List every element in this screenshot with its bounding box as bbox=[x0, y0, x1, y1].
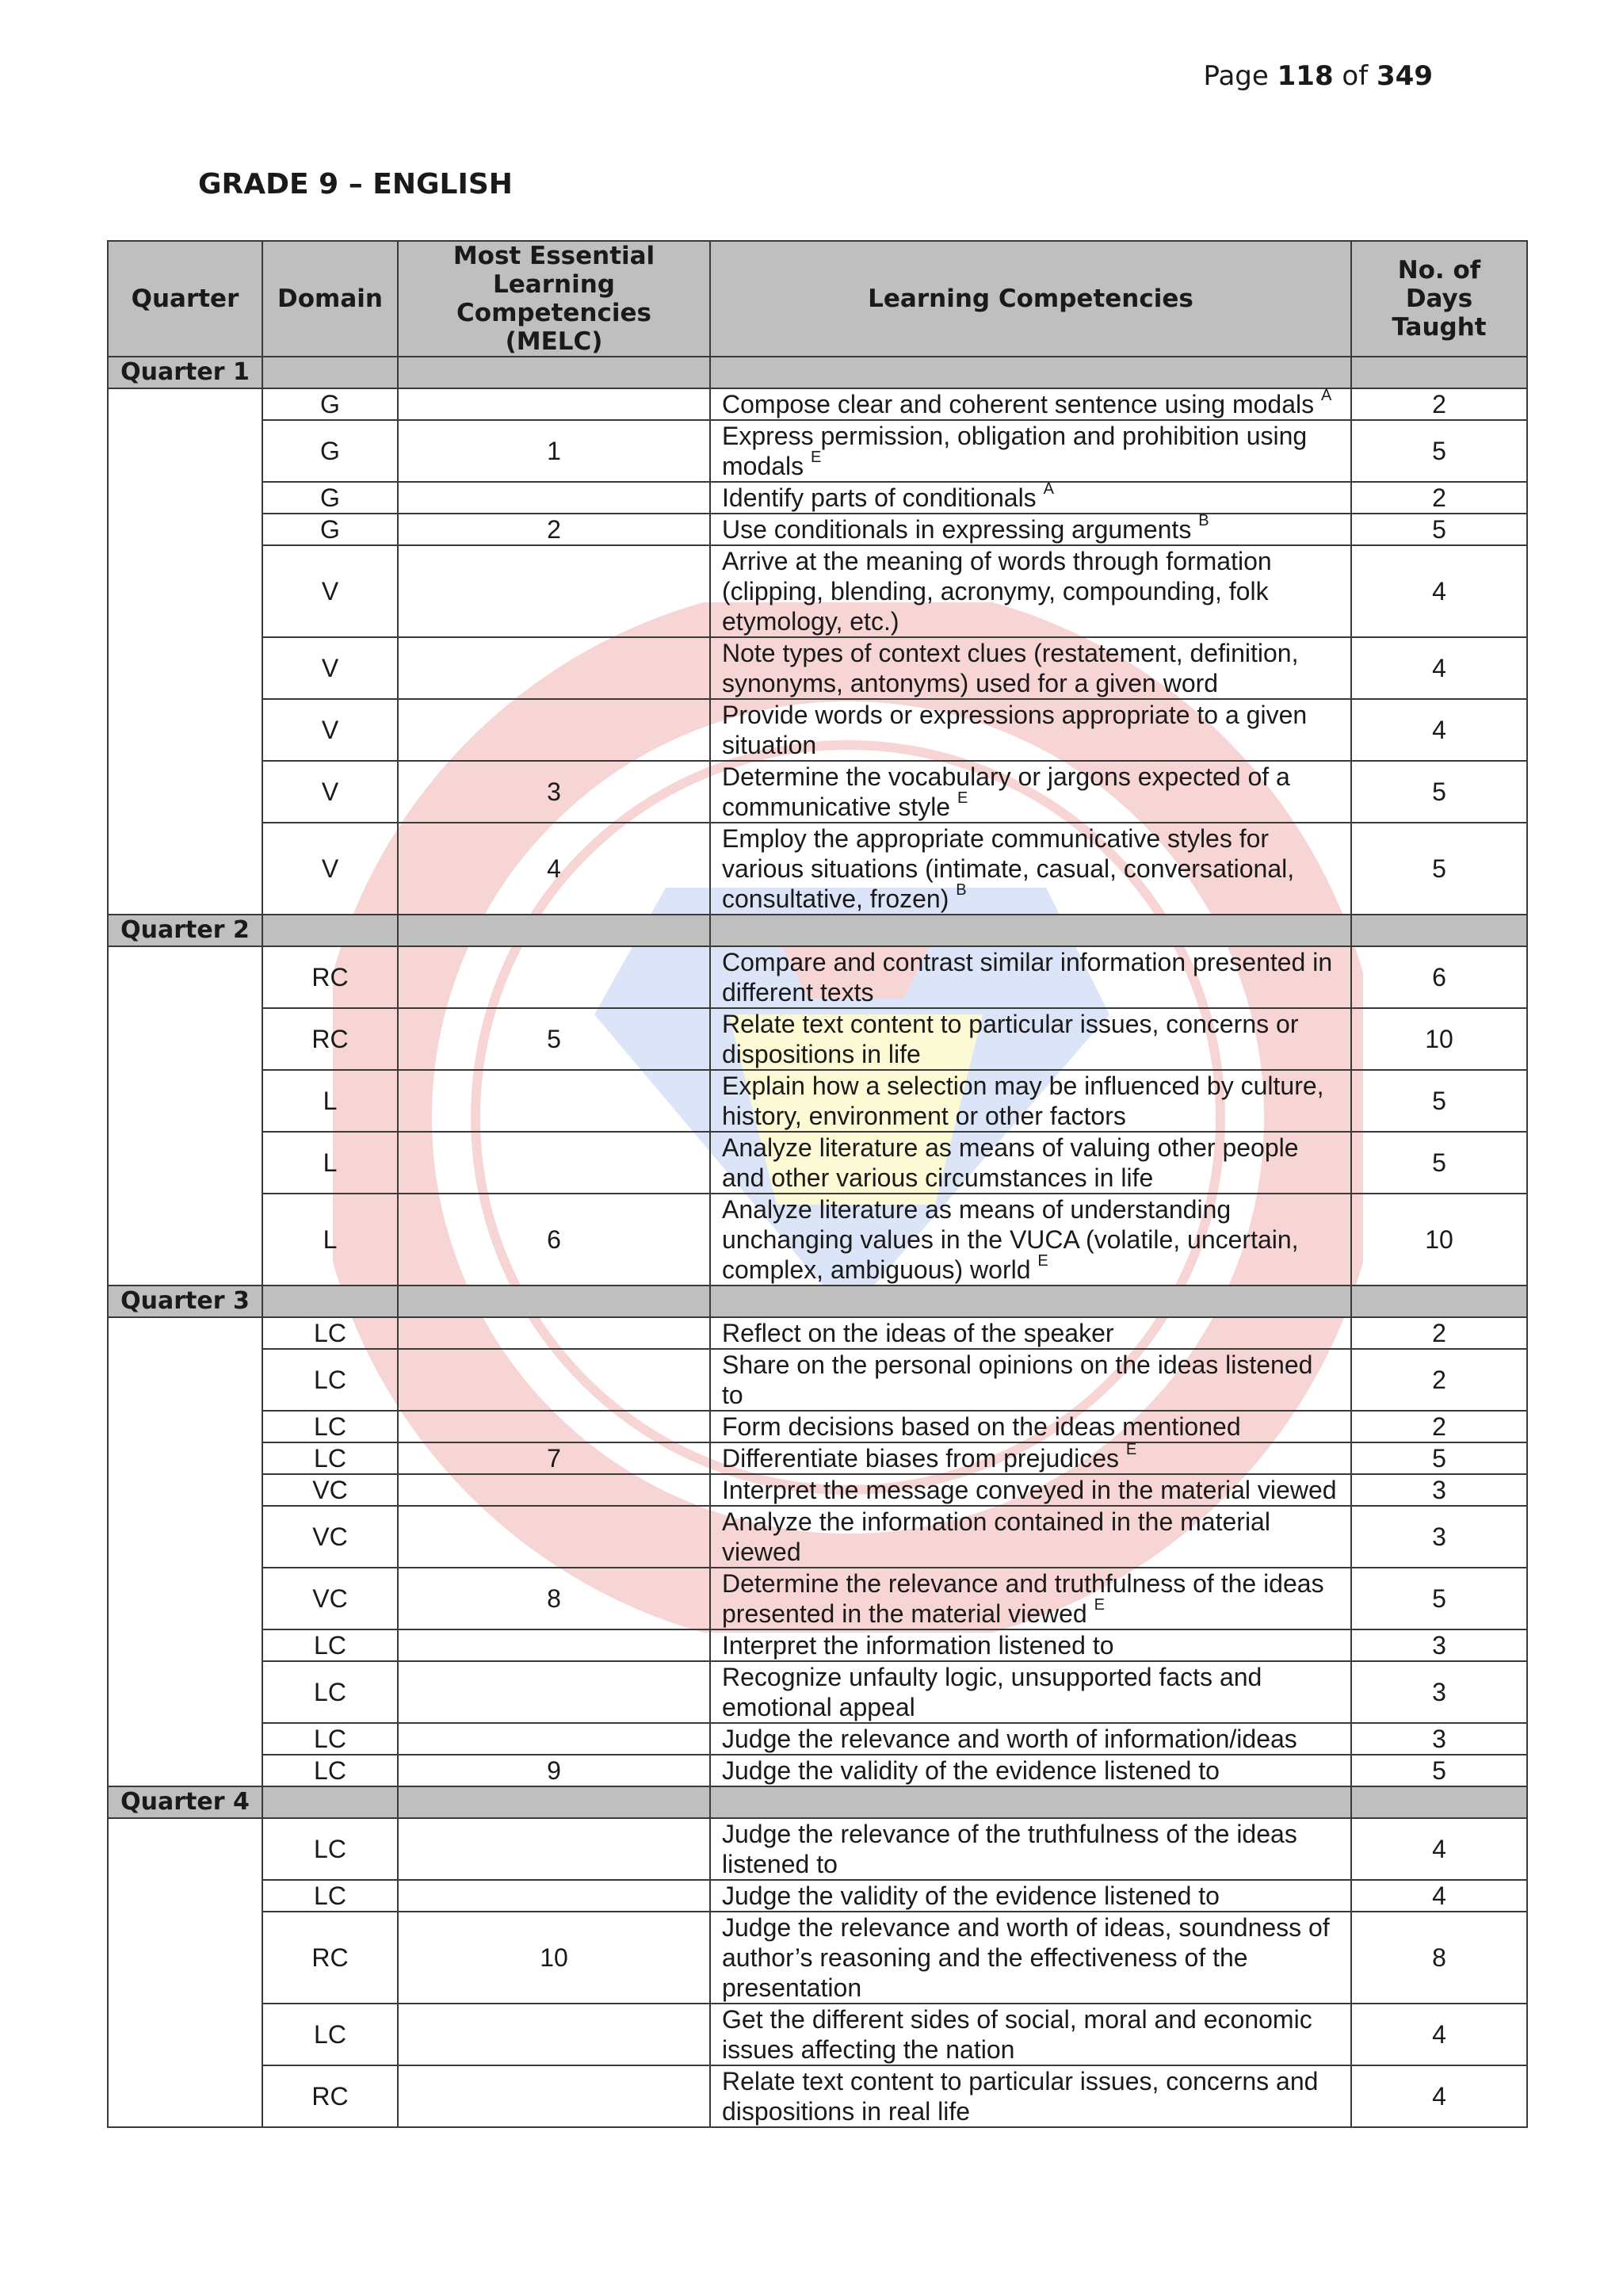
days-cell: 3 bbox=[1351, 1723, 1527, 1755]
melc-number-cell bbox=[398, 388, 710, 420]
competency-text: Relate text content to particular issues, concerns or dispositions in life bbox=[722, 1010, 1299, 1068]
quarter-label: Quarter 4 bbox=[108, 1786, 262, 1818]
competency-tag: B bbox=[1198, 512, 1209, 530]
competency-text: Express permission, obligation and prohibition using modals bbox=[722, 422, 1308, 480]
days-cell: 4 bbox=[1351, 545, 1527, 637]
competency-text: Judge the relevance and worth of ideas, soundness of author’s reasoning and the effectiveness of the presentation bbox=[722, 1913, 1330, 2002]
table-row bbox=[108, 637, 1527, 699]
days-cell: 10 bbox=[1351, 1008, 1527, 1070]
competency-cell bbox=[710, 1474, 1351, 1506]
table-row bbox=[108, 1411, 1527, 1442]
domain-cell: VC bbox=[262, 1568, 398, 1629]
quarter-header-cell bbox=[710, 1286, 1351, 1317]
competency-cell bbox=[710, 545, 1351, 637]
competency-text: Judge the relevance of the truthfulness of the ideas listened to bbox=[722, 1820, 1297, 1878]
table-header-row bbox=[108, 241, 1527, 357]
table-row bbox=[108, 1070, 1527, 1132]
table-row bbox=[108, 1568, 1527, 1629]
domain-cell: V bbox=[262, 545, 398, 637]
page-number-prefix: Page bbox=[1203, 60, 1269, 92]
domain-cell: LC bbox=[262, 1661, 398, 1723]
header-domain: Domain bbox=[262, 241, 398, 357]
quarter-header-cell bbox=[262, 1286, 398, 1317]
table-row bbox=[108, 388, 1527, 420]
melc-number-cell bbox=[398, 482, 710, 514]
melc-number-cell: 1 bbox=[398, 420, 710, 482]
days-cell: 4 bbox=[1351, 699, 1527, 761]
days-cell: 2 bbox=[1351, 1349, 1527, 1411]
quarter-label: Quarter 3 bbox=[108, 1286, 262, 1317]
competency-tag: E bbox=[1094, 1596, 1105, 1614]
competency-tag: A bbox=[1043, 480, 1054, 499]
domain-cell: RC bbox=[262, 946, 398, 1008]
header-learning-competencies: Learning Competencies bbox=[710, 241, 1351, 357]
domain-cell: RC bbox=[262, 2065, 398, 2127]
domain-cell: L bbox=[262, 1070, 398, 1132]
days-cell: 2 bbox=[1351, 1411, 1527, 1442]
competency-text: Analyze literature as means of valuing other people and other various circumstances in life bbox=[722, 1133, 1299, 1192]
days-cell: 5 bbox=[1351, 420, 1527, 482]
page-number-current: 118 bbox=[1277, 60, 1334, 92]
table-row bbox=[108, 1880, 1527, 1912]
competency-text: Compose clear and coherent sentence using modals bbox=[722, 390, 1315, 418]
table-row bbox=[108, 1661, 1527, 1723]
competency-text: Arrive at the meaning of words through formation (clipping, blending, acronymy, compounding, folk etymology, etc.) bbox=[722, 547, 1272, 636]
table-row bbox=[108, 1349, 1527, 1411]
days-cell: 10 bbox=[1351, 1194, 1527, 1286]
domain-cell: LC bbox=[262, 1442, 398, 1474]
competency-cell bbox=[710, 761, 1351, 823]
melc-number-cell bbox=[398, 1661, 710, 1723]
competency-text: Judge the validity of the evidence listened to bbox=[722, 1756, 1220, 1785]
competency-cell bbox=[710, 1661, 1351, 1723]
competency-text: Judge the relevance and worth of information/ideas bbox=[722, 1725, 1297, 1753]
domain-cell: G bbox=[262, 482, 398, 514]
competency-cell bbox=[710, 1070, 1351, 1132]
page-number bbox=[1204, 60, 1434, 92]
quarter-header-cell bbox=[398, 1786, 710, 1818]
melc-number-cell bbox=[398, 1474, 710, 1506]
domain-cell: VC bbox=[262, 1506, 398, 1568]
table-row bbox=[108, 1317, 1527, 1349]
days-cell: 3 bbox=[1351, 1629, 1527, 1661]
domain-cell: LC bbox=[262, 1411, 398, 1442]
domain-cell: LC bbox=[262, 1755, 398, 1786]
table-row bbox=[108, 1506, 1527, 1568]
table-row bbox=[108, 699, 1527, 761]
days-cell: 8 bbox=[1351, 1912, 1527, 2004]
competency-cell bbox=[710, 514, 1351, 545]
quarter-header-cell bbox=[398, 915, 710, 946]
quarter-header-cell bbox=[710, 357, 1351, 388]
days-cell: 5 bbox=[1351, 1755, 1527, 1786]
competency-cell bbox=[710, 1755, 1351, 1786]
days-cell: 3 bbox=[1351, 1506, 1527, 1568]
table-row bbox=[108, 946, 1527, 1008]
competency-text: Analyze literature as means of understanding unchanging values in the VUCA (volatile, uncertain, complex, ambiguous) world bbox=[722, 1195, 1299, 1284]
table-row bbox=[108, 1474, 1527, 1506]
quarter-header-cell bbox=[1351, 1286, 1527, 1317]
domain-cell: G bbox=[262, 388, 398, 420]
competency-text: Differentiate biases from prejudices bbox=[722, 1444, 1119, 1473]
melc-number-cell bbox=[398, 699, 710, 761]
days-cell: 2 bbox=[1351, 482, 1527, 514]
domain-cell: G bbox=[262, 420, 398, 482]
competency-text: Employ the appropriate communicative styles for various situations (intimate, casual, conversational, consultative, frozen) bbox=[722, 824, 1295, 913]
competency-text: Use conditionals in expressing arguments bbox=[722, 515, 1192, 544]
domain-cell: LC bbox=[262, 1349, 398, 1411]
melc-number-cell: 10 bbox=[398, 1912, 710, 2004]
quarter-header-cell bbox=[710, 1786, 1351, 1818]
table-row bbox=[108, 1912, 1527, 2004]
domain-cell: VC bbox=[262, 1474, 398, 1506]
document-title: GRADE 9 – ENGLISH bbox=[198, 168, 513, 201]
competency-tag: E bbox=[1037, 1252, 1048, 1270]
table-row bbox=[108, 1008, 1527, 1070]
quarter-header-cell bbox=[262, 1786, 398, 1818]
domain-cell: LC bbox=[262, 1818, 398, 1880]
melc-number-cell bbox=[398, 1818, 710, 1880]
melc-number-cell: 3 bbox=[398, 761, 710, 823]
quarter-header-row bbox=[108, 357, 1527, 388]
domain-cell: LC bbox=[262, 2004, 398, 2065]
melc-number-cell: 5 bbox=[398, 1008, 710, 1070]
melc-number-cell: 7 bbox=[398, 1442, 710, 1474]
quarter-header-cell bbox=[262, 357, 398, 388]
competency-text: Explain how a selection may be influenced by culture, history, environment or other factors bbox=[722, 1072, 1324, 1130]
quarter-header-row bbox=[108, 1286, 1527, 1317]
table-body bbox=[108, 357, 1527, 2127]
competency-text: Interpret the information listened to bbox=[722, 1631, 1114, 1660]
competency-cell bbox=[710, 1506, 1351, 1568]
days-cell: 5 bbox=[1351, 1442, 1527, 1474]
competency-cell bbox=[710, 482, 1351, 514]
domain-cell: LC bbox=[262, 1317, 398, 1349]
header-quarter: Quarter bbox=[108, 241, 262, 357]
competency-text: Note types of context clues (restatement, definition, synonyms, antonyms) used for a given word bbox=[722, 639, 1299, 697]
competency-cell bbox=[710, 1194, 1351, 1286]
competency-cell bbox=[710, 1317, 1351, 1349]
melc-number-cell: 8 bbox=[398, 1568, 710, 1629]
days-cell: 5 bbox=[1351, 1132, 1527, 1194]
quarter-label: Quarter 2 bbox=[108, 915, 262, 946]
days-cell: 4 bbox=[1351, 2065, 1527, 2127]
competency-text: Determine the relevance and truthfulness of the ideas presented in the material viewed bbox=[722, 1569, 1324, 1628]
page-number-total: 349 bbox=[1377, 60, 1433, 92]
competency-cell bbox=[710, 1568, 1351, 1629]
competency-text: Analyze the information contained in the material viewed bbox=[722, 1507, 1270, 1566]
table-row bbox=[108, 1629, 1527, 1661]
competency-text: Provide words or expressions appropriate to a given situation bbox=[722, 701, 1308, 759]
days-cell: 2 bbox=[1351, 388, 1527, 420]
domain-cell: V bbox=[262, 637, 398, 699]
quarter-header-cell bbox=[398, 1286, 710, 1317]
quarter-cell bbox=[108, 388, 262, 915]
days-cell: 3 bbox=[1351, 1661, 1527, 1723]
competency-cell bbox=[710, 1723, 1351, 1755]
table-row bbox=[108, 514, 1527, 545]
melc-number-cell bbox=[398, 637, 710, 699]
competency-text: Judge the validity of the evidence listened to bbox=[722, 1881, 1220, 1910]
table-row bbox=[108, 823, 1527, 915]
competency-text: Recognize unfaulty logic, unsupported facts and emotional appeal bbox=[722, 1663, 1262, 1721]
melc-number-cell bbox=[398, 1880, 710, 1912]
days-cell: 3 bbox=[1351, 1474, 1527, 1506]
competency-cell bbox=[710, 1349, 1351, 1411]
competency-text: Reflect on the ideas of the speaker bbox=[722, 1319, 1114, 1347]
melc-number-cell bbox=[398, 1506, 710, 1568]
melc-number-cell: 9 bbox=[398, 1755, 710, 1786]
competency-tag: E bbox=[1125, 1441, 1137, 1459]
competency-text: Compare and contrast similar information presented in different texts bbox=[722, 948, 1333, 1007]
days-cell: 4 bbox=[1351, 1818, 1527, 1880]
competency-cell bbox=[710, 1411, 1351, 1442]
competency-cell bbox=[710, 1442, 1351, 1474]
quarter-header-cell bbox=[398, 357, 710, 388]
days-cell: 5 bbox=[1351, 514, 1527, 545]
melc-number-cell bbox=[398, 1070, 710, 1132]
melc-number-cell: 4 bbox=[398, 823, 710, 915]
melc-number-cell bbox=[398, 2065, 710, 2127]
competency-cell bbox=[710, 420, 1351, 482]
competency-cell bbox=[710, 637, 1351, 699]
competency-text: Get the different sides of social, moral and economic issues affecting the nation bbox=[722, 2005, 1312, 2064]
days-cell: 4 bbox=[1351, 2004, 1527, 2065]
quarter-cell bbox=[108, 1818, 262, 2127]
table-row bbox=[108, 1755, 1527, 1786]
competency-cell bbox=[710, 1132, 1351, 1194]
table-row bbox=[108, 1194, 1527, 1286]
quarter-cell bbox=[108, 1317, 262, 1786]
competency-cell bbox=[710, 388, 1351, 420]
melc-number-cell bbox=[398, 545, 710, 637]
domain-cell: LC bbox=[262, 1723, 398, 1755]
melc-number-cell bbox=[398, 1349, 710, 1411]
competency-cell bbox=[710, 1880, 1351, 1912]
days-cell: 6 bbox=[1351, 946, 1527, 1008]
days-cell: 4 bbox=[1351, 637, 1527, 699]
quarter-header-row bbox=[108, 1786, 1527, 1818]
domain-cell: V bbox=[262, 761, 398, 823]
domain-cell: L bbox=[262, 1132, 398, 1194]
days-cell: 2 bbox=[1351, 1317, 1527, 1349]
competency-cell bbox=[710, 823, 1351, 915]
days-cell: 5 bbox=[1351, 1568, 1527, 1629]
competency-cell bbox=[710, 1629, 1351, 1661]
competency-tag: E bbox=[957, 789, 968, 808]
domain-cell: V bbox=[262, 823, 398, 915]
melc-number-cell bbox=[398, 1723, 710, 1755]
competency-cell bbox=[710, 699, 1351, 761]
table-row bbox=[108, 2004, 1527, 2065]
quarter-cell bbox=[108, 946, 262, 1286]
days-cell: 5 bbox=[1351, 823, 1527, 915]
domain-cell: LC bbox=[262, 1880, 398, 1912]
table-row bbox=[108, 1818, 1527, 1880]
domain-cell: L bbox=[262, 1194, 398, 1286]
table-row bbox=[108, 1132, 1527, 1194]
header-melc: Most Essential Learning Competencies (MELC) bbox=[398, 241, 710, 357]
competency-cell bbox=[710, 1818, 1351, 1880]
quarter-header-cell bbox=[710, 915, 1351, 946]
table-row bbox=[108, 1723, 1527, 1755]
days-cell: 5 bbox=[1351, 1070, 1527, 1132]
page-number-of: of bbox=[1342, 60, 1369, 92]
competency-cell bbox=[710, 946, 1351, 1008]
domain-cell: RC bbox=[262, 1912, 398, 2004]
competency-cell bbox=[710, 2004, 1351, 2065]
melc-table bbox=[107, 240, 1528, 2128]
melc-number-cell bbox=[398, 1132, 710, 1194]
melc-number-cell: 6 bbox=[398, 1194, 710, 1286]
melc-number-cell bbox=[398, 1317, 710, 1349]
domain-cell: RC bbox=[262, 1008, 398, 1070]
table-row bbox=[108, 482, 1527, 514]
table-row bbox=[108, 761, 1527, 823]
table-row bbox=[108, 545, 1527, 637]
melc-number-cell bbox=[398, 946, 710, 1008]
quarter-header-cell bbox=[1351, 357, 1527, 388]
quarter-label: Quarter 1 bbox=[108, 357, 262, 388]
competency-tag: B bbox=[956, 881, 967, 900]
competency-tag: A bbox=[1321, 387, 1332, 405]
domain-cell: V bbox=[262, 699, 398, 761]
competency-text: Interpret the message conveyed in the material viewed bbox=[722, 1476, 1337, 1504]
competency-text: Identify parts of conditionals bbox=[722, 483, 1037, 512]
quarter-header-cell bbox=[1351, 915, 1527, 946]
melc-number-cell bbox=[398, 2004, 710, 2065]
melc-number-cell bbox=[398, 1629, 710, 1661]
days-cell: 4 bbox=[1351, 1880, 1527, 1912]
quarter-header-cell bbox=[1351, 1786, 1527, 1818]
competency-text: Share on the personal opinions on the ideas listened to bbox=[722, 1350, 1313, 1409]
table-row bbox=[108, 2065, 1527, 2127]
competency-cell bbox=[710, 1008, 1351, 1070]
quarter-header-cell bbox=[262, 915, 398, 946]
table-row bbox=[108, 1442, 1527, 1474]
competency-cell bbox=[710, 1912, 1351, 2004]
competency-text: Form decisions based on the ideas mentioned bbox=[722, 1412, 1241, 1441]
competency-tag: E bbox=[811, 449, 822, 467]
competency-text: Relate text content to particular issues, concerns and dispositions in real life bbox=[722, 2067, 1319, 2126]
days-cell: 5 bbox=[1351, 761, 1527, 823]
quarter-header-row bbox=[108, 915, 1527, 946]
header-days-taught: No. of Days Taught bbox=[1351, 241, 1527, 357]
melc-number-cell: 2 bbox=[398, 514, 710, 545]
competency-text: Determine the vocabulary or jargons expected of a communicative style bbox=[722, 762, 1290, 821]
domain-cell: LC bbox=[262, 1629, 398, 1661]
competency-cell bbox=[710, 2065, 1351, 2127]
melc-number-cell bbox=[398, 1411, 710, 1442]
table-row bbox=[108, 420, 1527, 482]
domain-cell: G bbox=[262, 514, 398, 545]
